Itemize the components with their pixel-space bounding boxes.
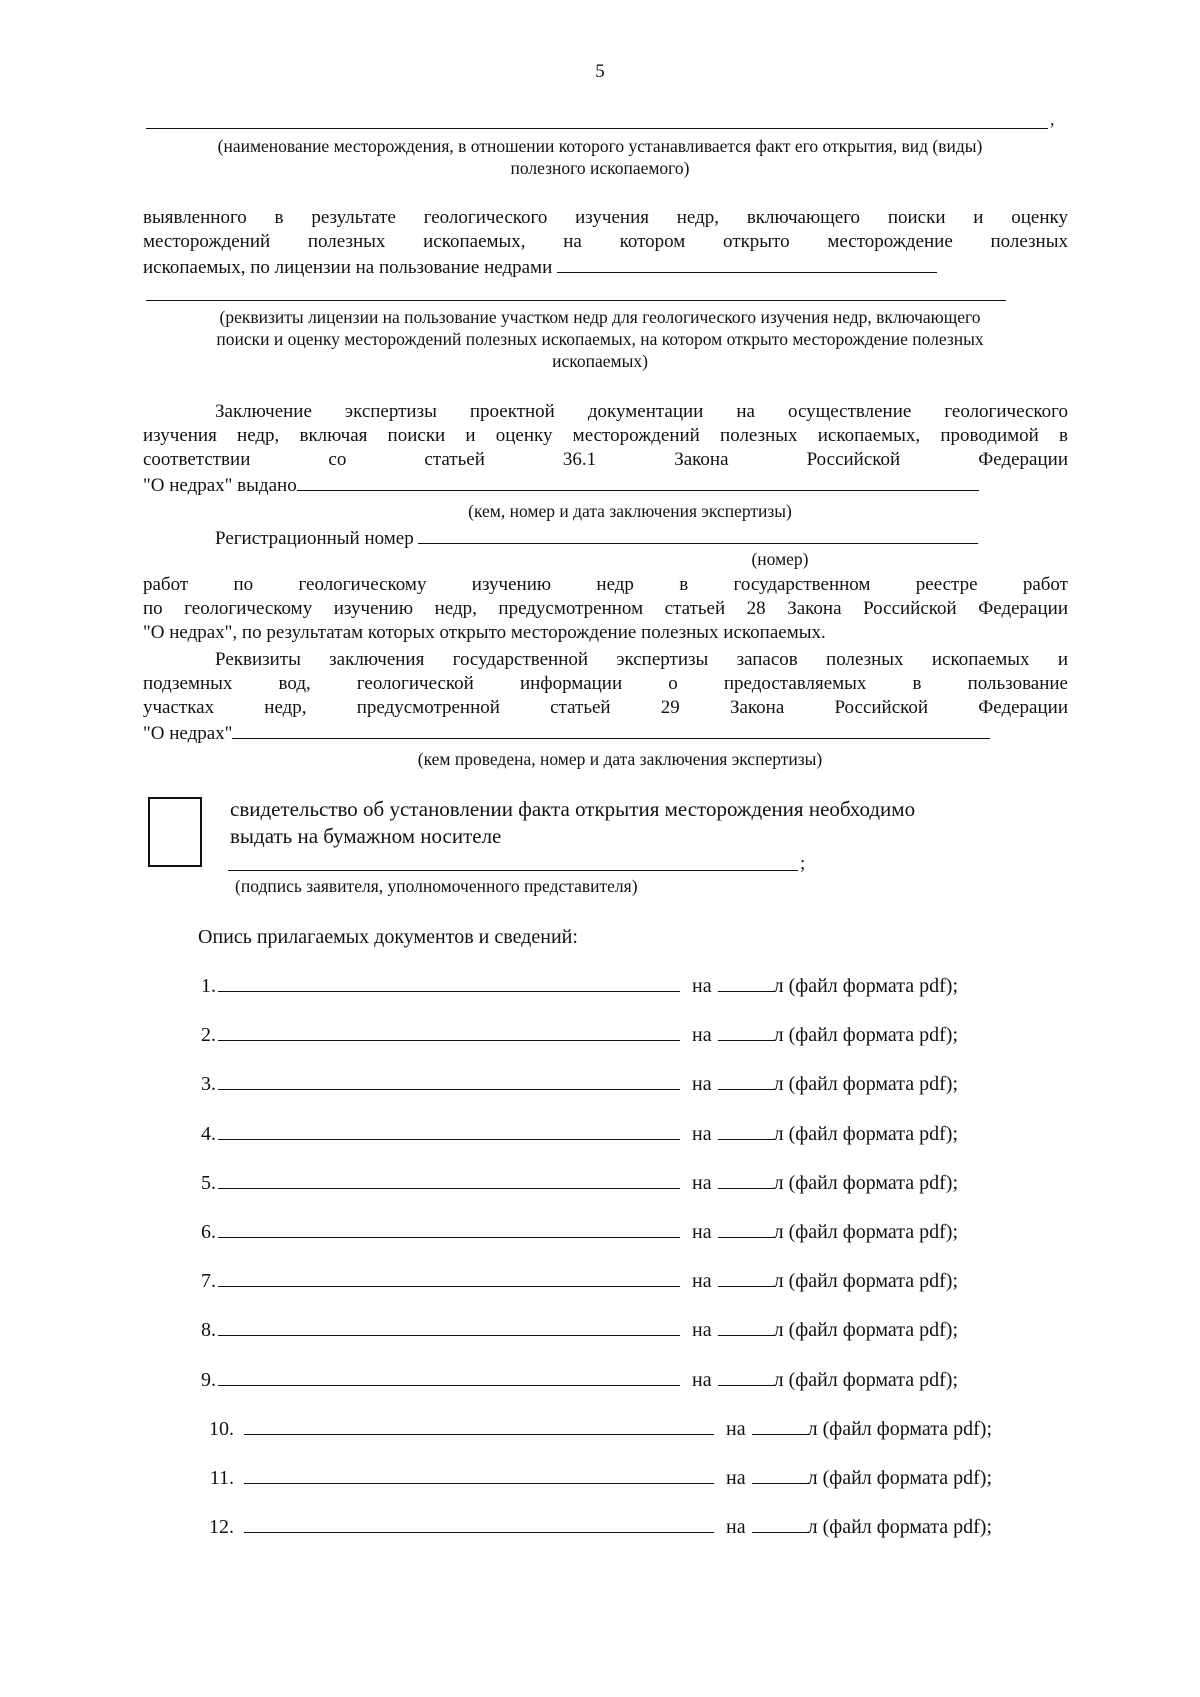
inventory-item-on: на: [692, 1024, 712, 1047]
deposit-name-field[interactable]: [146, 128, 1048, 129]
inventory-item-number: 2.: [201, 1024, 216, 1047]
inventory-item-suffix: л (файл формата pdf);: [773, 1122, 959, 1145]
inventory-item: [198, 1021, 958, 1047]
registration-row: Регистрационный номер: [215, 525, 1075, 551]
inventory-item: [198, 1120, 958, 1146]
inventory-item-on: на: [692, 975, 712, 997]
inventory-item: [198, 972, 958, 998]
inventory-item-on: на: [726, 1516, 746, 1539]
inventory-title: Опись прилагаемых документов и сведений:: [198, 926, 578, 948]
inventory-item-on: на: [692, 1319, 712, 1342]
inventory-sheets-field[interactable]: [718, 1366, 774, 1386]
inventory-item: [198, 1415, 992, 1441]
inventory-document-field[interactable]: [218, 1169, 680, 1189]
inventory-sheets-field[interactable]: [718, 1267, 774, 1287]
inventory-item-on: на: [692, 1270, 712, 1293]
inventory-item-number: 1.: [201, 975, 216, 997]
paragraph-license-intro: выявленного в результате геологического изучения недр, включающего поиски и оценку месторождений полезных ископаемых, на котором открыто месторождение полезных ископаемых, по лицензии на пользование недрами: [143, 207, 1068, 278]
inventory-item-suffix: л (файл формата pdf);: [773, 975, 959, 997]
inventory-item-number: 10.: [209, 1417, 234, 1440]
inventory-item-suffix: л (файл формата pdf);: [773, 1073, 959, 1096]
inventory-item-suffix: л (файл формата pdf);: [807, 1467, 993, 1489]
inventory-item: [198, 1464, 992, 1490]
inventory-sheets-field[interactable]: [752, 1513, 808, 1533]
inventory-item-on: на: [726, 1467, 746, 1489]
inventory-item-on: на: [692, 1368, 712, 1391]
inventory-item-suffix: л (файл формата pdf);: [773, 1270, 959, 1293]
inventory-item-on: на: [692, 1122, 712, 1145]
inventory-item-suffix: л (файл формата pdf);: [773, 1221, 959, 1243]
inventory-item-on: на: [692, 1221, 712, 1243]
inventory-document-field[interactable]: [244, 1513, 714, 1533]
paragraph-registry: работ по геологическому изучению недр в государственном реестре работ по геологическому изучению недр, предусмотренном статьей 28 Закона Российской Федерации "О недрах", по результатам которых открыто месторождение полезных ископаемых.: [143, 574, 1068, 643]
inventory-sheets-field[interactable]: [718, 1120, 774, 1140]
inventory-document-field[interactable]: [218, 1120, 680, 1140]
inventory-document-field[interactable]: [218, 1366, 680, 1386]
inventory-sheets-field[interactable]: [718, 1021, 774, 1041]
page-number: 5: [595, 61, 605, 82]
license-field-short[interactable]: [557, 254, 937, 273]
inventory-document-field[interactable]: [218, 1070, 680, 1090]
comma: ,: [1050, 109, 1055, 129]
inventory-document-field[interactable]: [218, 1218, 680, 1238]
inventory-document-field[interactable]: [218, 1267, 680, 1287]
registration-number-field[interactable]: [418, 525, 978, 544]
caption-number: (номер): [751, 549, 809, 569]
inventory-document-field[interactable]: [218, 1021, 680, 1041]
caption-license: (реквизиты лицензии на пользование участком недр для геологического изучения недр, включающего поиски и оценку месторождений полезных ископаемых, на котором открыто месторождение полезных ископаемых): [216, 307, 984, 371]
inventory-sheets-field[interactable]: [718, 1218, 774, 1238]
inventory-item: [198, 1218, 958, 1244]
inventory-item-suffix: л (файл формата pdf);: [807, 1516, 993, 1539]
paper-certificate-checkbox[interactable]: [148, 797, 202, 867]
inventory-item-suffix: л (файл формата pdf);: [773, 1319, 959, 1342]
inventory-item-suffix: л (файл формата pdf);: [773, 1171, 959, 1194]
paper-certificate-text: свидетельство об установлении факта открытия месторождения необходимо выдать на бумажном носителе: [230, 797, 916, 848]
inventory-item: [198, 1513, 992, 1539]
inventory-sheets-field[interactable]: [718, 972, 774, 992]
paragraph-project-expertise: Заключение экспертизы проектной документации на осуществление геологического изучения недр, включая поиски и оценку месторождений полезных ископаемых, проводимой в соответствии со статьей 36.1 Закона Российской Федерации "О недрах" выдано: [143, 401, 1068, 496]
inventory-item-suffix: л (файл формата pdf);: [807, 1417, 993, 1440]
inventory-item-suffix: л (файл формата pdf);: [773, 1368, 959, 1391]
caption-signature: (подпись заявителя, уполномоченного представителя): [235, 876, 638, 896]
license-field[interactable]: [146, 300, 1006, 301]
inventory-document-field[interactable]: [244, 1415, 714, 1435]
caption-expertise: (кем, номер и дата заключения экспертизы): [468, 501, 792, 521]
inventory-document-field[interactable]: [218, 972, 680, 992]
inventory-item-number: 4.: [201, 1122, 216, 1145]
inventory-item-number: 6.: [201, 1221, 216, 1243]
caption-deposit: (наименование месторождения, в отношении которого устанавливается факт его открытия, вид (виды) полезного ископаемого): [217, 136, 983, 178]
inventory-item: [198, 1169, 958, 1195]
inventory-sheets-field[interactable]: [718, 1316, 774, 1336]
inventory-item-number: 9.: [201, 1368, 216, 1391]
inventory-document-field[interactable]: [218, 1316, 680, 1336]
inventory-sheets-field[interactable]: [718, 1070, 774, 1090]
inventory-item: [198, 1070, 958, 1096]
paragraph-state-expertise: Реквизиты заключения государственной экспертизы запасов полезных ископаемых и подземных вод, геологической информации о предоставляемых в пользование участках недр, предусмотренной статьей 29 Закона Российской Федерации "О недрах": [143, 649, 1068, 744]
signature-suffix: ;: [800, 853, 806, 874]
inventory-item: [198, 1366, 958, 1392]
inventory-sheets-field[interactable]: [718, 1169, 774, 1189]
inventory-document-field[interactable]: [244, 1464, 714, 1484]
signature-field[interactable]: [228, 870, 798, 871]
inventory-item-suffix: л (файл формата pdf);: [773, 1024, 959, 1047]
inventory-item: [198, 1316, 958, 1342]
inventory-item-number: 11.: [209, 1467, 234, 1489]
inventory-item-number: 7.: [201, 1270, 216, 1293]
inventory-item-on: на: [692, 1171, 712, 1194]
inventory-item: [198, 1267, 958, 1293]
inventory-item-on: на: [692, 1073, 712, 1096]
inventory-sheets-field[interactable]: [752, 1464, 808, 1484]
inventory-item-number: 5.: [201, 1171, 216, 1194]
inventory-item-number: 3.: [201, 1073, 216, 1096]
inventory-item-on: на: [726, 1417, 746, 1440]
caption-state-expertise: (кем проведена, номер и дата заключения экспертизы): [417, 749, 823, 769]
expertise-issued-field[interactable]: [297, 472, 979, 491]
inventory-sheets-field[interactable]: [752, 1415, 808, 1435]
inventory-item-number: 12.: [209, 1516, 234, 1539]
inventory-item-number: 8.: [201, 1319, 216, 1342]
state-expertise-field[interactable]: [232, 720, 990, 739]
